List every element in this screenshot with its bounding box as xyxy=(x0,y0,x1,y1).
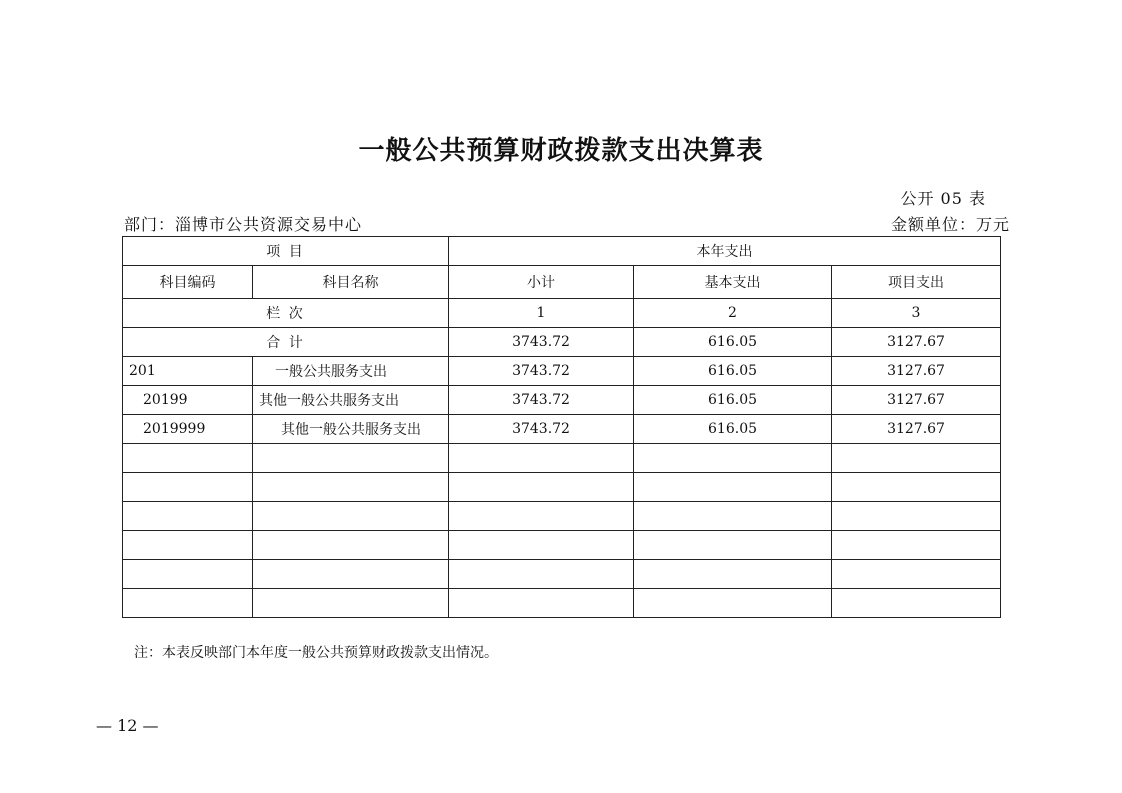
sequence-label: 栏 次 xyxy=(123,299,449,328)
sequence-1: 1 xyxy=(449,299,634,328)
row-name: 其他一般公共服务支出 xyxy=(253,386,449,415)
col-header-project: 项目支出 xyxy=(832,266,1001,299)
row-subtotal: 3743.72 xyxy=(449,386,634,415)
col-header-code: 科目编码 xyxy=(123,266,253,299)
row-code: 2019999 xyxy=(123,415,253,444)
row-subtotal: 3743.72 xyxy=(449,415,634,444)
total-row xyxy=(123,328,1001,357)
col-header-basic: 基本支出 xyxy=(634,266,832,299)
col-header-name: 科目名称 xyxy=(253,266,449,299)
form-number: 公开 05 表 xyxy=(900,189,986,208)
page-number: — 12 — xyxy=(96,716,159,735)
empty-row xyxy=(123,473,1001,502)
empty-row xyxy=(123,589,1001,618)
row-code: 201 xyxy=(123,357,253,386)
amount-unit-label: 金额单位：万元 xyxy=(890,215,1010,234)
row-project: 3127.67 xyxy=(832,386,1001,415)
table-row xyxy=(123,357,1001,386)
sequence-2: 2 xyxy=(634,299,832,328)
total-subtotal: 3743.72 xyxy=(449,328,634,357)
sequence-row xyxy=(123,299,1001,328)
row-subtotal: 3743.72 xyxy=(449,357,634,386)
row-project: 3127.67 xyxy=(832,415,1001,444)
header-project: 项 目 xyxy=(123,237,449,266)
row-basic: 616.05 xyxy=(634,415,832,444)
row-basic: 616.05 xyxy=(634,386,832,415)
total-project: 3127.67 xyxy=(832,328,1001,357)
row-basic: 616.05 xyxy=(634,357,832,386)
row-name: 其他一般公共服务支出 xyxy=(253,415,449,444)
row-project: 3127.67 xyxy=(832,357,1001,386)
empty-row xyxy=(123,502,1001,531)
total-basic: 616.05 xyxy=(634,328,832,357)
col-header-subtotal: 小计 xyxy=(449,266,634,299)
table-note: 注：本表反映部门本年度一般公共预算财政拨款支出情况。 xyxy=(134,645,498,661)
empty-row xyxy=(123,531,1001,560)
total-label: 合 计 xyxy=(123,328,449,357)
table-row xyxy=(123,415,1001,444)
empty-row xyxy=(123,444,1001,473)
empty-row xyxy=(123,560,1001,589)
header-current-year: 本年支出 xyxy=(449,237,1001,266)
department-label: 部门：淄博市公共资源交易中心 xyxy=(124,215,363,234)
table-header-row xyxy=(123,237,1001,266)
document-title: 一般公共预算财政拨款支出决算表 xyxy=(358,136,764,166)
row-code: 20199 xyxy=(123,386,253,415)
expenditure-table xyxy=(122,236,1001,618)
sequence-3: 3 xyxy=(832,299,1001,328)
table-row xyxy=(123,386,1001,415)
row-name: 一般公共服务支出 xyxy=(253,357,449,386)
table-subheader-row xyxy=(123,266,1001,299)
